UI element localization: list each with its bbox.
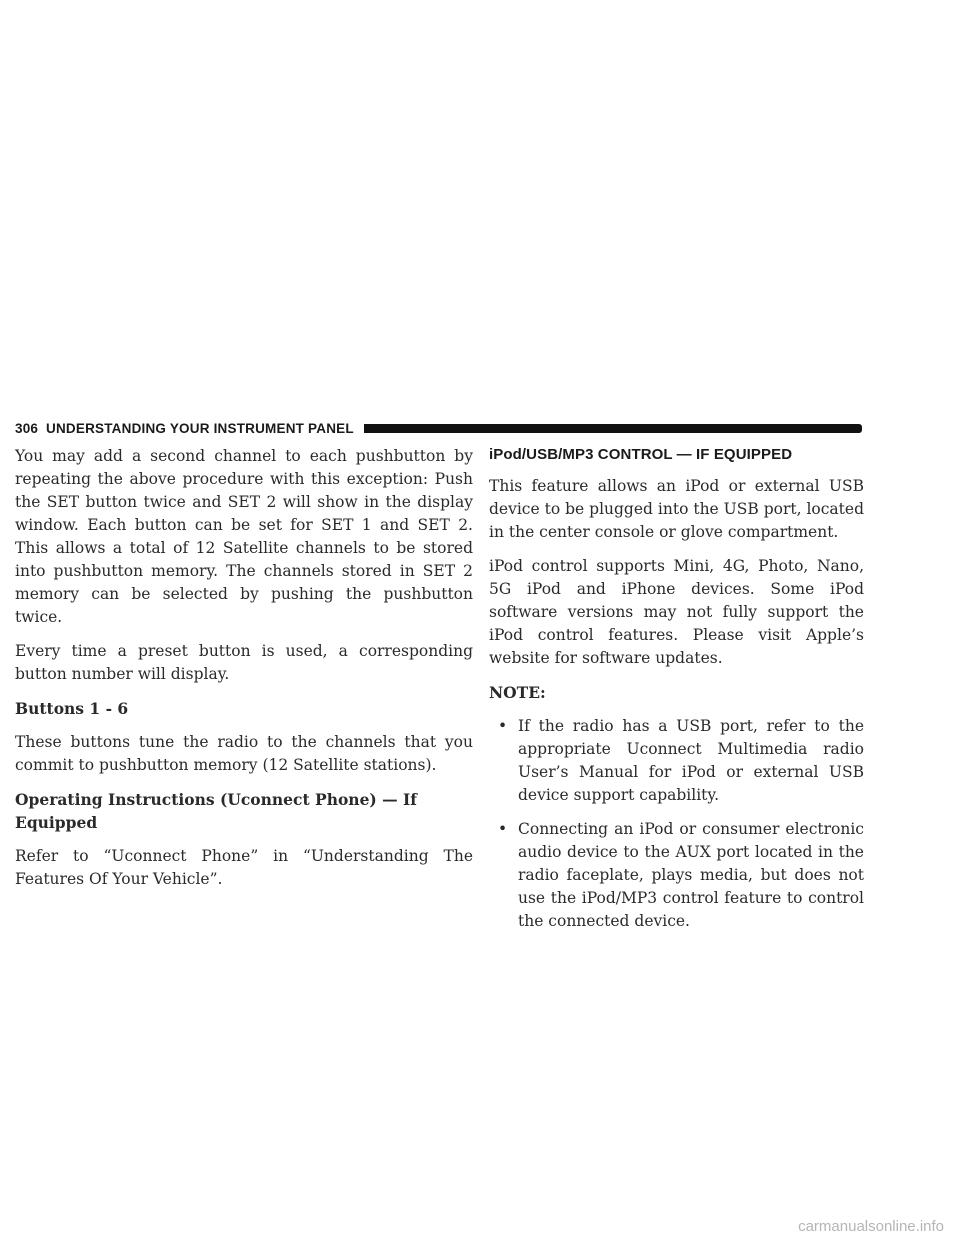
bullet-icon: • [498, 820, 508, 838]
list-item [489, 715, 864, 807]
left-column [15, 445, 473, 902]
bullet-icon: • [498, 717, 508, 735]
note-label: NOTE: [489, 683, 546, 702]
header-rule [364, 424, 862, 433]
paragraph-usb-feature: This feature allows an iPod or external USB device to be plugged into the USB port, located in the center console or glove compartment. [489, 477, 864, 541]
right-column [489, 445, 864, 944]
page-number: 306 [15, 420, 39, 436]
paragraph-buttons: These buttons tune the radio to the channels that you commit to pushbutton memory (12 Satellite stations). [15, 733, 473, 774]
paragraph-second-channel: You may add a second channel to each pushbutton by repeating the above procedure with this exception: Push the SET button twice and SET 2 will show in the display window. Each button can be set for SET 1 and SET 2. This allows a total of 12 Satellite channels to be stored into pushbutton memory. The channels stored in SET 2 memory can be selected by pushing the pushbutton twice. [15, 447, 473, 626]
watermark: carmanualsonline.info [798, 1218, 944, 1235]
section-heading-ipod: iPod/USB/MP3 CONTROL — IF EQUIPPED [489, 446, 793, 463]
paragraph-preset-display: Every time a preset button is used, a corresponding button number will display. [15, 642, 473, 683]
page-header [15, 419, 862, 437]
header-text [15, 421, 354, 436]
paragraph-ipod-support: iPod control supports Mini, 4G, Photo, Nano, 5G iPod and iPhone devices. Some iPod software versions may not fully support the iPod control features. Please visit Apple’s website for software updates. [489, 557, 864, 667]
note-bullet-list [489, 715, 864, 933]
bullet-text: Connecting an iPod or consumer electronic audio device to the AUX port located in the radio faceplate, plays media, but does not use the iPod/MP3 control feature to control the connected device. [518, 820, 864, 930]
list-item [489, 818, 864, 933]
subheading-uconnect-phone: Operating Instructions (Uconnect Phone) — If Equipped [15, 790, 417, 832]
subheading-buttons: Buttons 1 - 6 [15, 699, 129, 718]
bullet-text: If the radio has a USB port, refer to the appropriate Uconnect Multimedia radio User’s Manual for iPod or external USB device support capability. [518, 717, 864, 804]
paragraph-uconnect-reference: Refer to “Uconnect Phone” in “Understanding The Features Of Your Vehicle”. [15, 847, 473, 888]
section-title: UNDERSTANDING YOUR INSTRUMENT PANEL [46, 420, 354, 436]
